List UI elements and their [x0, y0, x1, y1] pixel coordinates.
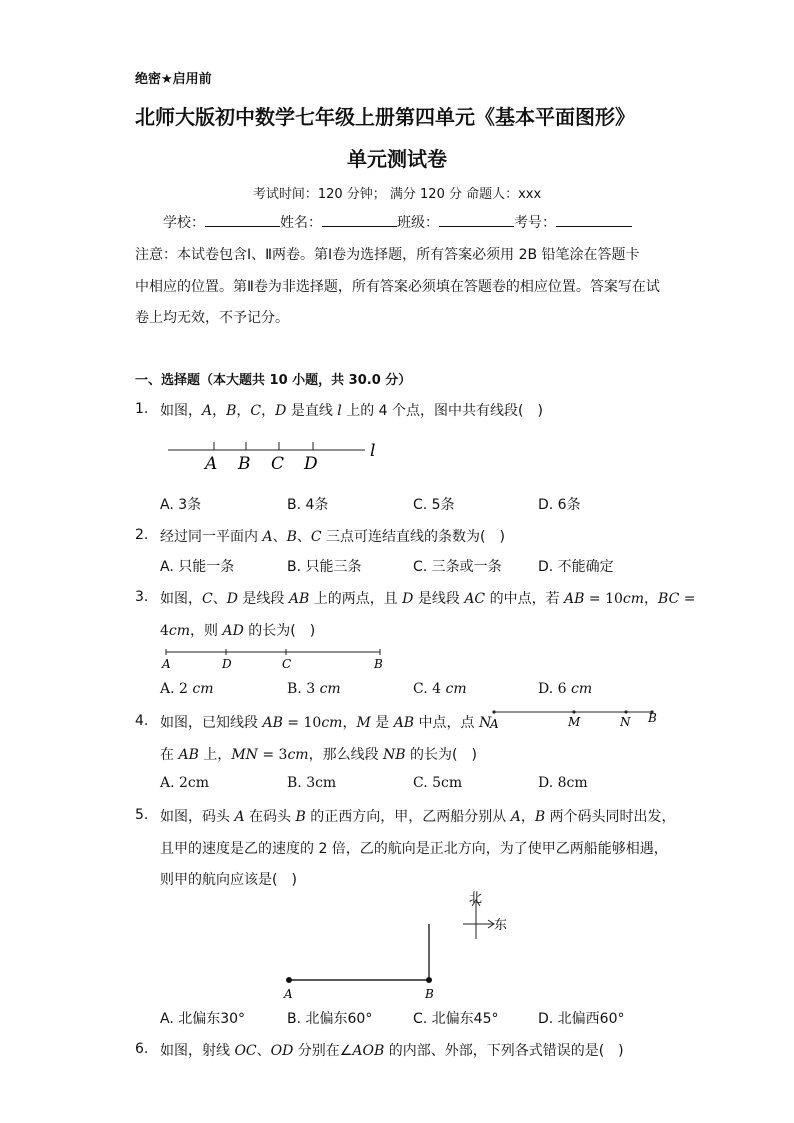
question-2-text: 经过同一平面内 A、B、C 三点可连结直线的条数为( ): [160, 529, 505, 545]
label-b: B: [238, 454, 251, 474]
label-d: D: [304, 454, 318, 474]
question-number: 4.: [135, 713, 149, 729]
question-3-line2: 4cm，则 AD 的长为( ): [160, 623, 316, 639]
option-d[interactable]: D. 不能确定: [538, 559, 614, 575]
question-4-figure: [486, 702, 666, 734]
label-b: B: [425, 987, 434, 1001]
point-a: [492, 710, 495, 713]
question-4-line1: 如图，已知线段 AB = 10cm，M 是 AB 中点，点 N: [160, 715, 492, 731]
field-id-label: 考号：: [514, 215, 556, 231]
option-b[interactable]: B. 北偏东60°: [287, 1011, 373, 1027]
label-m: M: [568, 715, 581, 729]
field-school-label: 学校：: [163, 215, 205, 231]
label-n: N: [620, 715, 631, 729]
question-3-line1: 如图，C、D 是线段 AB 上的两点，且 D 是线段 AC 的中点，若 AB = 10cm，BC =: [160, 591, 696, 607]
option-b[interactable]: B. 3cm: [287, 775, 337, 791]
id-blank[interactable]: [556, 212, 632, 227]
question-1-text: 如图，A，B，C，D 是直线 l 上的 4 个点，图中共有线段( ): [160, 403, 543, 419]
option-c[interactable]: C. 5条: [413, 497, 455, 513]
question-number: 6.: [135, 1041, 149, 1057]
option-b[interactable]: B. 只能三条: [287, 559, 362, 575]
page-title-line1: 北师大版初中数学七年级上册第四单元《基本平面图形》: [135, 105, 635, 129]
school-blank[interactable]: [205, 212, 280, 227]
option-b[interactable]: B. 4条: [287, 497, 329, 513]
option-b[interactable]: B. 3 cm: [287, 681, 341, 697]
class-blank[interactable]: [439, 212, 514, 227]
option-d[interactable]: D. 6 cm: [538, 681, 593, 697]
label-a: A: [490, 717, 499, 731]
label-a: A: [205, 454, 218, 474]
field-name-label: 姓名：: [280, 215, 322, 231]
notice-line-3: 卷上均无效，不予记分。: [135, 310, 289, 326]
question-5-line2: 且甲的速度是乙的速度的 2 倍，乙的航向是正北方向，为了使甲乙两船能够相遇，: [160, 841, 668, 857]
option-a[interactable]: A. 北偏东30°: [160, 1011, 246, 1027]
option-a[interactable]: A. 只能一条: [160, 559, 235, 575]
notice-line-1: 注意：本试卷包含Ⅰ、Ⅱ两卷。第Ⅰ卷为选择题，所有答案必须用 2B 铅笔涂在答题卡: [135, 247, 640, 263]
point-a: [286, 977, 292, 983]
option-a[interactable]: A. 2cm: [160, 775, 210, 791]
question-5-line3: 则甲的航向应该是( ): [160, 872, 297, 888]
question-4-line2: 在 AB 上，MN = 3cm，那么线段 NB 的长为( ): [160, 747, 477, 763]
option-d[interactable]: D. 6条: [538, 497, 581, 513]
page-title-line2: 单元测试卷: [347, 147, 447, 171]
compass-north-label: 北: [469, 891, 483, 906]
field-class-label: 班级：: [397, 215, 439, 231]
notice-line-2: 中相应的位置。第Ⅱ卷为非选择题，所有答案必须填在答题卷的相应位置。答案写在试: [135, 279, 660, 295]
label-c: C: [271, 454, 285, 474]
label-a: A: [162, 657, 171, 671]
question-5-line1: 如图，码头 A 在码头 B 的正西方向，甲，乙两船分别从 A，B 两个码头同时出发，: [160, 809, 676, 825]
label-a: A: [284, 987, 293, 1001]
option-c[interactable]: C. 4 cm: [413, 681, 467, 697]
exam-info: 考试时间：120 分钟； 满分 120 分 命题人：xxx: [252, 187, 542, 202]
question-1-figure: [160, 432, 390, 477]
question-number: 2.: [135, 527, 149, 543]
question-number: 5.: [135, 807, 149, 823]
option-c[interactable]: C. 三条或一条: [413, 559, 502, 575]
section-heading: 一、选择题（本大题共 10 小题，共 30.0 分）: [135, 373, 412, 388]
question-3-figure: [160, 644, 390, 674]
name-blank[interactable]: [322, 212, 397, 227]
point-n: [624, 710, 627, 713]
question-5-figure: [275, 888, 525, 1003]
student-info-fields: [163, 212, 632, 232]
option-d[interactable]: D. 北偏西60°: [538, 1011, 625, 1027]
question-number: 3.: [135, 589, 149, 605]
option-c[interactable]: C. 北偏东45°: [413, 1011, 499, 1027]
point-m: [572, 710, 575, 713]
label-d: D: [222, 657, 232, 671]
label-l: l: [370, 441, 376, 461]
question-number: 1.: [135, 401, 149, 417]
label-c: C: [282, 657, 292, 671]
option-a[interactable]: A. 3条: [160, 497, 202, 513]
label-b: B: [648, 711, 657, 725]
option-d[interactable]: D. 8cm: [538, 775, 588, 791]
label-b: B: [374, 657, 383, 671]
option-a[interactable]: A. 2 cm: [160, 681, 214, 697]
option-c[interactable]: C. 5cm: [413, 775, 463, 791]
question-6-text: 如图，射线 OC、OD 分别在∠AOB 的内部、外部，下列各式错误的是( ): [160, 1043, 624, 1059]
compass-east-label: 东: [494, 918, 508, 933]
secret-label: 绝密★启用前: [135, 72, 212, 87]
point-b: [426, 977, 432, 983]
